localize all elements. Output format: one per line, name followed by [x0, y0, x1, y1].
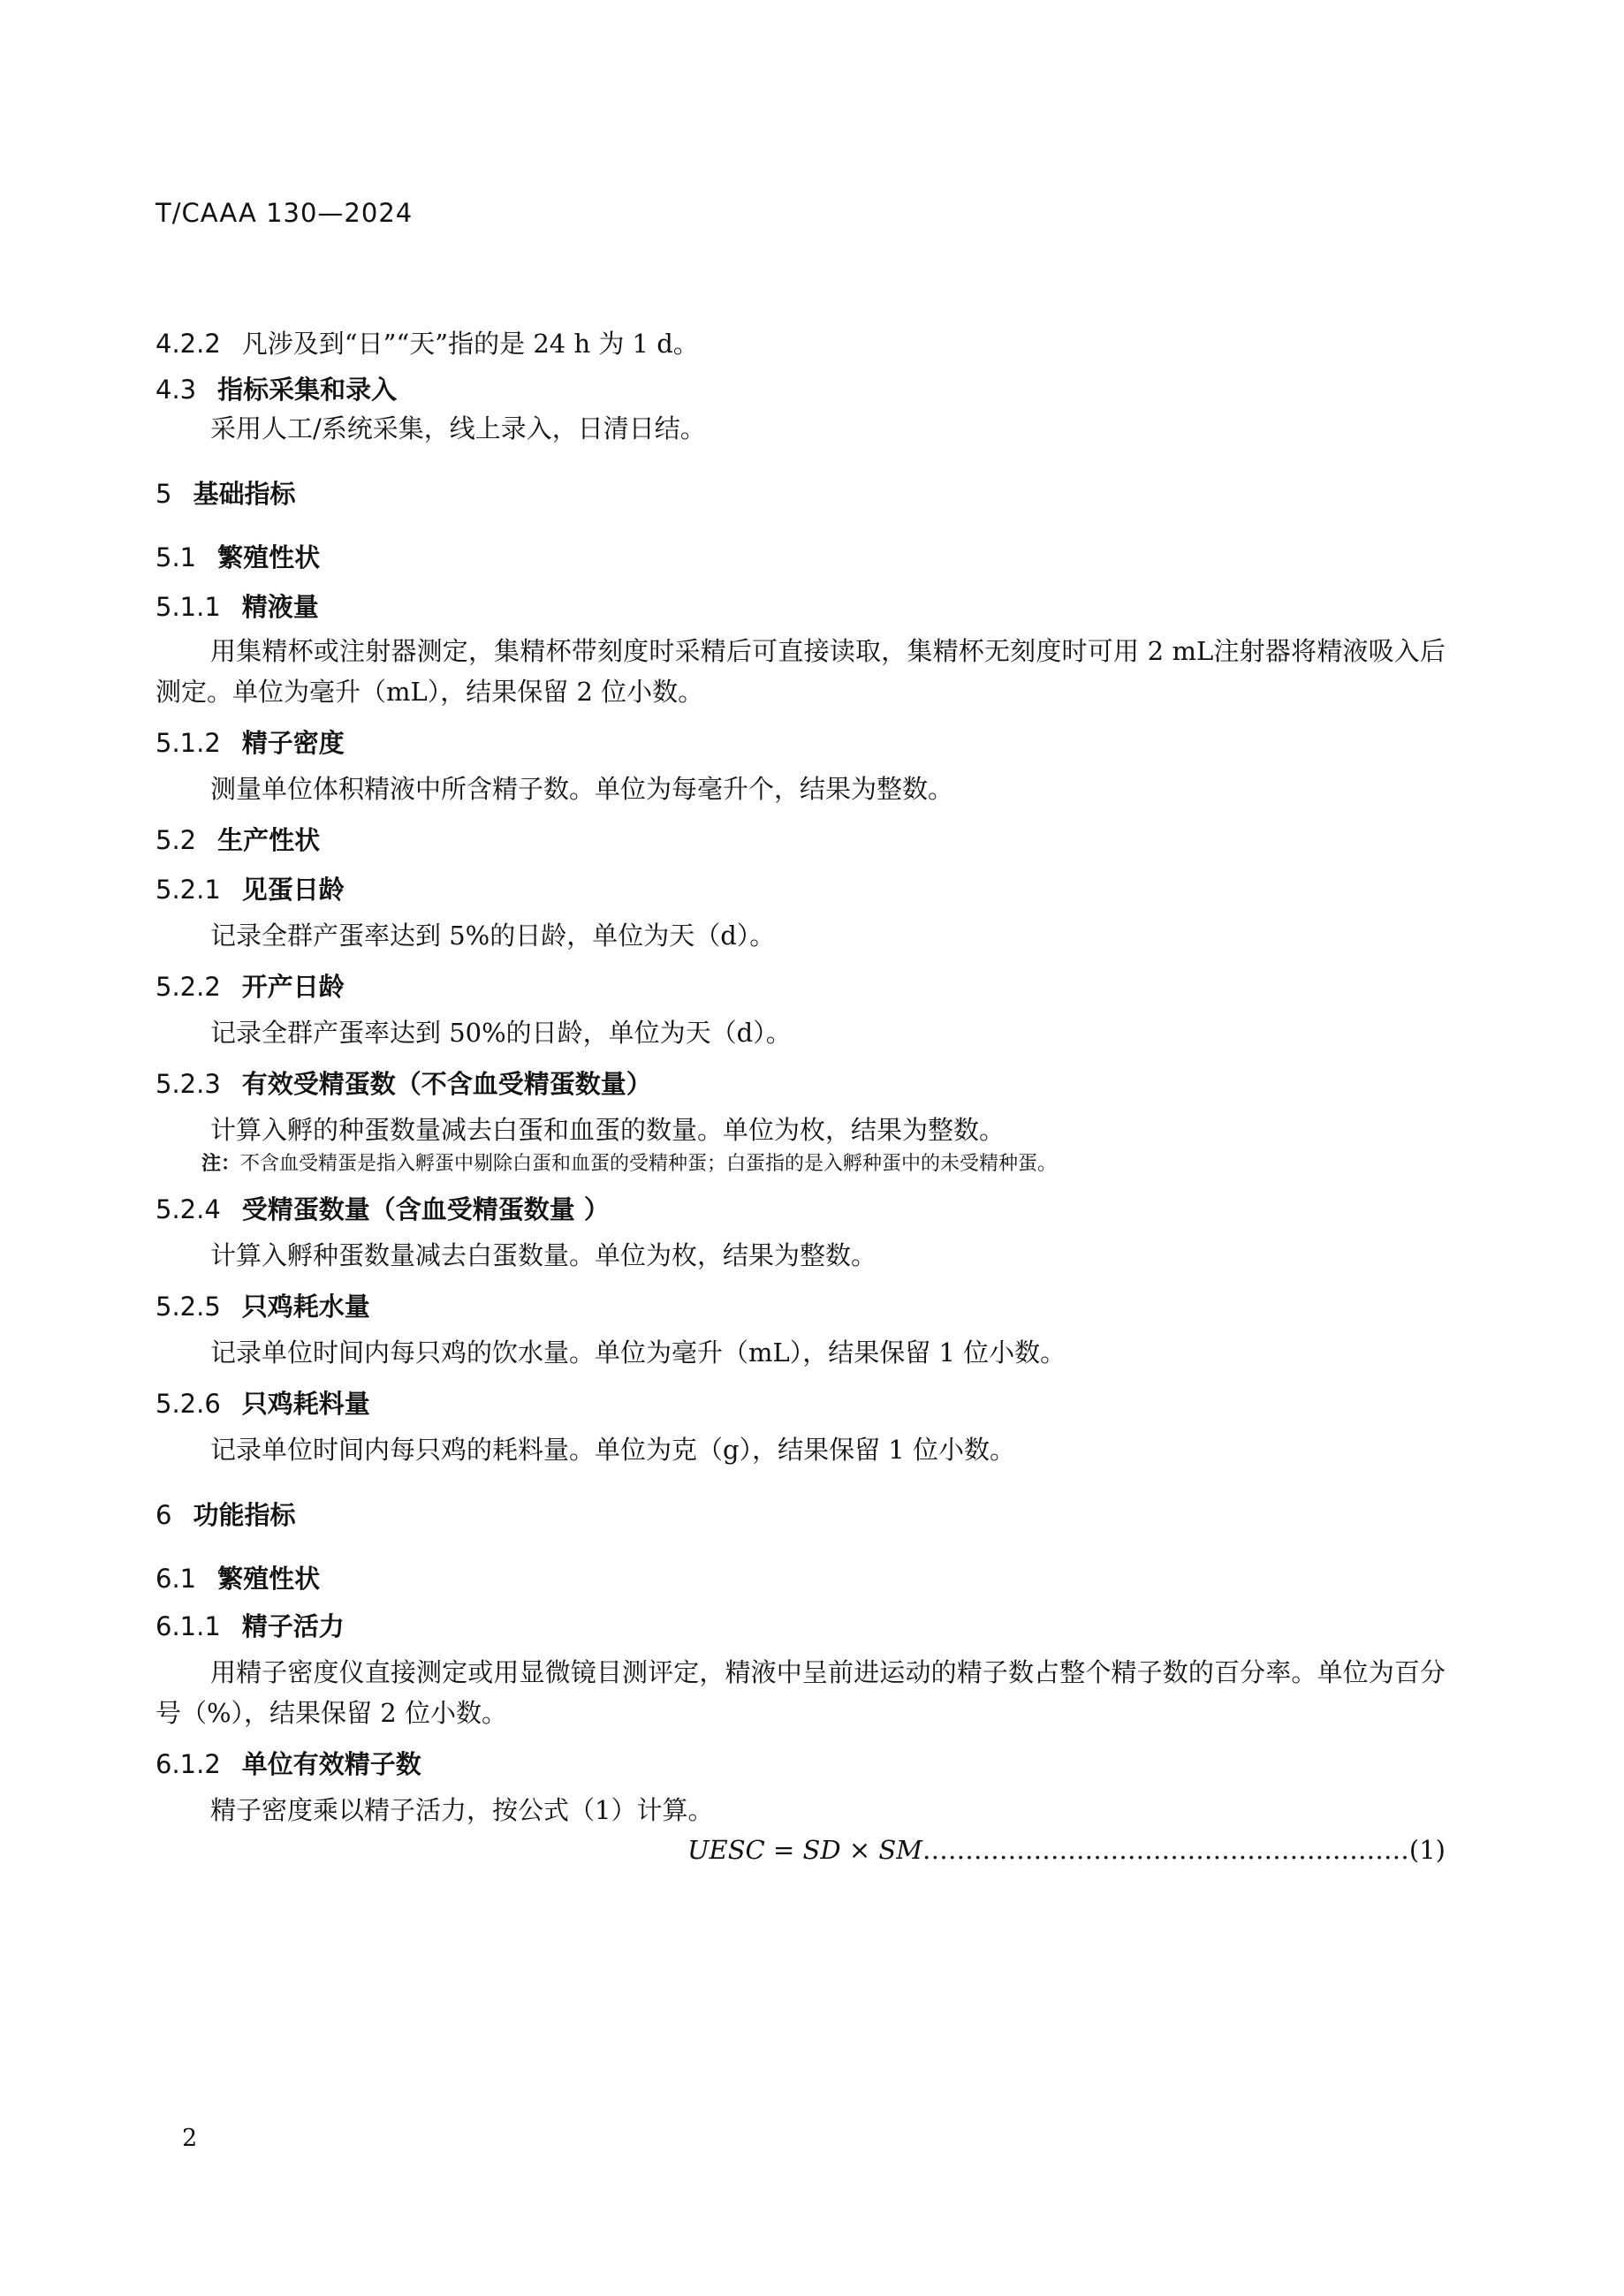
note: [201, 1150, 1446, 1178]
heading-number: 5.2.5: [156, 1292, 221, 1322]
heading-number: 4.3: [156, 375, 197, 405]
heading-title: 精液量: [241, 592, 319, 622]
page-number: 2: [182, 2125, 198, 2152]
heading-5-2-6: [156, 1385, 1446, 1422]
heading-number: 5: [156, 479, 172, 509]
heading-title: 有效受精蛋数（不含血受精蛋数量）: [241, 1069, 652, 1099]
heading-5-1-2: [156, 724, 1446, 762]
heading-5-1-1: [156, 588, 1446, 625]
heading-number: 5.2.4: [156, 1194, 221, 1224]
paragraph: 计算入孵的种蛋数量减去白蛋和血蛋的数量。单位为枚，结果为整数。: [210, 1115, 1006, 1145]
formula-number: (1): [1408, 1835, 1446, 1865]
paragraph: 用精子密度仪直接测定或用显微镜目测评定，精液中呈前进运动的精子数占整个精子数的百分率。单位为百分号（%），结果保留 2 位小数。: [156, 1657, 1446, 1728]
paragraph: 记录单位时间内每只鸡的饮水量。单位为毫升（mL），结果保留 1 位小数。: [210, 1337, 1066, 1368]
paragraph: 用集精杯或注射器测定，集精杯带刻度时采精后可直接读取，集精杯无刻度时可用 2 mL注射器将精液吸入后测定。单位为毫升（mL），结果保留 2 位小数。: [156, 636, 1446, 707]
formula-dots: …………………………………………………: [922, 1835, 1409, 1865]
heading-number: 5.2.3: [156, 1069, 221, 1099]
heading-number: 6.1.1: [156, 1611, 221, 1641]
heading-6-1: [156, 1560, 1446, 1597]
clause-text: 凡涉及到“日”“天”指的是 24 h 为 1 d。: [241, 329, 699, 359]
heading-title: 开产日龄: [241, 972, 345, 1002]
heading-number: 6.1.2: [156, 1749, 221, 1779]
heading-5-2-1: [156, 871, 1446, 908]
chapter-5-heading: [156, 475, 1446, 512]
heading-title: 精子活力: [241, 1611, 345, 1641]
heading-number: 6: [156, 1500, 172, 1530]
formula-expression: UESC = SD × SM: [687, 1835, 922, 1865]
paragraph: 采用人工/系统采集，线上录入，日清日结。: [210, 413, 706, 443]
heading-title: 指标采集和录入: [217, 375, 398, 405]
heading-title: 受精蛋数量（含血受精蛋数量 ）: [241, 1194, 610, 1224]
document-code: T/CAAA 130—2024: [156, 198, 414, 228]
heading-number: 5.1.1: [156, 592, 221, 622]
heading-title: 繁殖性状: [217, 1564, 321, 1594]
clause-number: 4.2.2: [156, 329, 221, 359]
heading-number: 5.1: [156, 542, 197, 572]
paragraph: 测量单位体积精液中所含精子数。单位为每毫升个，结果为整数。: [210, 774, 954, 804]
heading-number: 5.2.2: [156, 972, 221, 1002]
chapter-6-heading: [156, 1497, 1446, 1534]
heading-title: 生产性状: [217, 825, 321, 855]
heading-title: 见蛋日龄: [241, 875, 345, 905]
heading-number: 5.1.2: [156, 728, 221, 758]
heading-5-1: [156, 539, 1446, 576]
paragraph: 记录全群产蛋率达到 5%的日龄，单位为天（d）。: [210, 921, 776, 951]
heading-6-1-2: [156, 1746, 1446, 1783]
heading-title: 基础指标: [193, 479, 296, 509]
heading-5-2-5: [156, 1288, 1446, 1325]
document-body: [156, 325, 1446, 1869]
heading-title: 精子密度: [241, 728, 345, 758]
heading-number: 5.2: [156, 825, 197, 855]
heading-title: 单位有效精子数: [241, 1749, 421, 1779]
heading-5-2: [156, 822, 1446, 859]
paragraph: 计算入孵种蛋数量减去白蛋数量。单位为枚，结果为整数。: [210, 1240, 877, 1270]
heading-number: 5.2.1: [156, 875, 221, 905]
heading-4-3: [156, 371, 1446, 408]
paragraph: 精子密度乘以精子活力，按公式（1）计算。: [210, 1795, 714, 1825]
heading-title: 功能指标: [193, 1500, 296, 1530]
heading-title: 只鸡耗料量: [241, 1389, 370, 1419]
paragraph: 记录全群产蛋率达到 50%的日龄，单位为天（d）。: [210, 1018, 792, 1048]
clause-4-2-2: [156, 325, 1446, 362]
heading-number: 6.1: [156, 1564, 197, 1594]
heading-5-2-2: [156, 968, 1446, 1005]
formula-1: [156, 1830, 1446, 1869]
heading-5-2-3: [156, 1065, 1446, 1103]
heading-title: 只鸡耗水量: [241, 1292, 370, 1322]
heading-title: 繁殖性状: [217, 542, 321, 572]
note-text: 不含血受精蛋是指入孵蛋中剔除白蛋和血蛋的受精种蛋；白蛋指的是入孵种蛋中的未受精种蛋。: [240, 1153, 1058, 1175]
paragraph: 记录单位时间内每只鸡的耗料量。单位为克（g），结果保留 1 位小数。: [210, 1435, 1015, 1465]
note-label: 注：: [201, 1153, 241, 1175]
heading-number: 5.2.6: [156, 1389, 221, 1419]
heading-6-1-1: [156, 1608, 1446, 1645]
heading-5-2-4: [156, 1191, 1446, 1228]
